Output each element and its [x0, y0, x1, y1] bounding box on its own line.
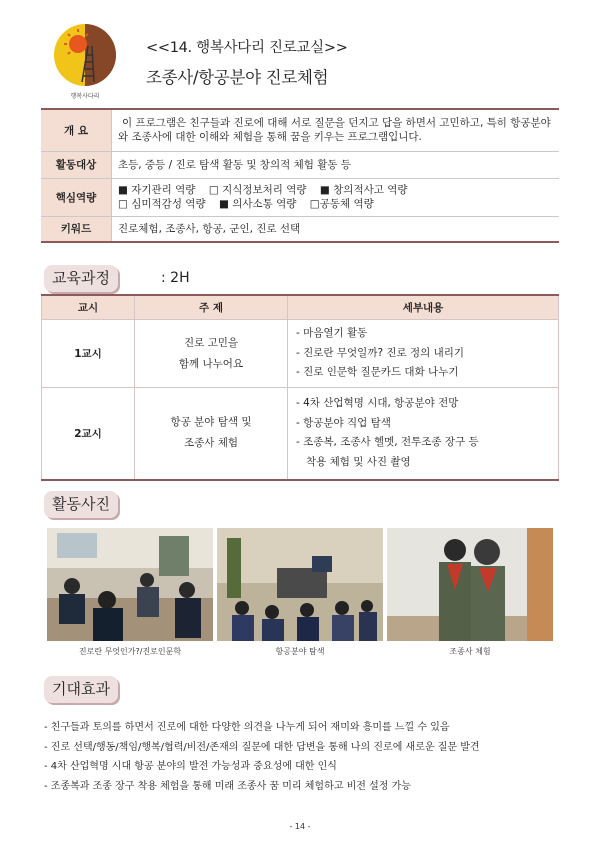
detail-item: - 4차 산업혁명 시대, 항공분야 전망 [296, 397, 459, 410]
list-item: - 진로 선택/행동/책임/행복/협력/비전/존재의 질문에 대한 답변을 통해 나의 진로에 새로운 질문 발견 [44, 741, 480, 753]
header-period: 교시 [42, 295, 135, 320]
header-details: 세부내용 [288, 295, 559, 320]
happy-ladder-logo [52, 22, 118, 102]
details-cell [288, 320, 559, 388]
photo-caption: 항공분야 탐색 [275, 647, 325, 656]
detail-item: - 항공분야 직업 탐색 [296, 416, 391, 429]
photo-caption: 조종사 체험 [449, 647, 491, 656]
competency-list [112, 178, 560, 216]
competency-item: □공동체 역량 [309, 198, 374, 210]
curriculum-section-title: 교육과정 [44, 265, 118, 292]
aviation-exploration-photo [217, 528, 383, 641]
theme-cell: 진로 고민을 함께 나누어요 [135, 320, 288, 388]
detail-item: - 진로 인문학 질문카드 대화 나누기 [296, 366, 459, 379]
competency-item: □ 심미적감성 역량 [118, 198, 206, 210]
program-info-table [41, 108, 559, 243]
list-item: - 조종복과 조종 장구 착용 체험을 통해 미래 조종사 꿈 미리 체험하고 비전 설정 가능 [44, 780, 411, 792]
header-theme: 주 제 [135, 295, 288, 320]
overview-text: 이 프로그램은 친구들과 진로에 대해 서로 질문을 던지고 답을 하면서 고민하고, 특히 항공분야와 조종사에 대한 이해와 체험을 통해 꿈을 키우는 프로그램입니다. [112, 109, 560, 151]
theme-cell: 항공 분야 탐색 및 조종사 체험 [135, 388, 288, 480]
curriculum-duration: : 2H [161, 270, 190, 286]
logo-text: 행복사다리 [70, 93, 100, 100]
table-row [42, 320, 559, 388]
competency-label: 핵심역량 [41, 178, 112, 216]
competency-item: ■ 자기관리 역량 [118, 184, 196, 196]
competency-item: □ 지식정보처리 역량 [208, 184, 307, 196]
effects-section-title: 기대효과 [44, 676, 118, 703]
detail-item: - 조종복, 조종사 헬멧, 전투조종 장구 등 [296, 436, 479, 449]
details-cell [288, 388, 559, 480]
program-number-title: <<14. 행복사다리 진로교실>> [146, 40, 348, 56]
curriculum-table [41, 294, 559, 481]
program-title: 조종사/항공분야 진로체험 [146, 68, 329, 87]
list-item: - 친구들과 토의를 하면서 진로에 대한 다양한 의견을 나누게 되어 재미와 흥미를 느낄 수 있음 [44, 722, 450, 733]
list-item: - 4차 산업혁명 시대 항공 분야의 발전 가능성과 중요성에 대한 인식 [44, 761, 337, 772]
competency-item: ■ 창의적사고 역량 [319, 184, 408, 196]
photo-caption: 진로란 무엇인가?/진로인문학 [78, 647, 182, 656]
target-label: 활동대상 [41, 151, 112, 178]
detail-item: 착용 체험 및 사진 촬영 [306, 455, 411, 468]
pilot-experience-photo [387, 528, 553, 641]
page-number: - 14 - [289, 822, 311, 831]
activity-section-title: 활동사진 [44, 491, 118, 518]
activity-photos [47, 528, 553, 661]
overview-label: 개 요 [41, 109, 112, 151]
keyword-label: 키워드 [41, 216, 112, 242]
keyword-text: 진로체험, 조종사, 항공, 군인, 진로 선택 [112, 216, 560, 242]
target-text: 초등, 중등 / 진로 탐색 활동 및 창의적 체험 활동 등 [112, 151, 560, 178]
competency-item: ■ 의사소통 역량 [218, 198, 297, 210]
period-cell: 2교시 [42, 388, 135, 480]
classroom-discussion-photo [47, 528, 213, 641]
detail-item: - 마음열기 활동 [296, 327, 368, 340]
effects-list [44, 718, 480, 796]
detail-item: - 진로란 무엇일까? 진로 정의 내리기 [296, 346, 465, 359]
table-row [42, 388, 559, 480]
period-cell: 1교시 [42, 320, 135, 388]
